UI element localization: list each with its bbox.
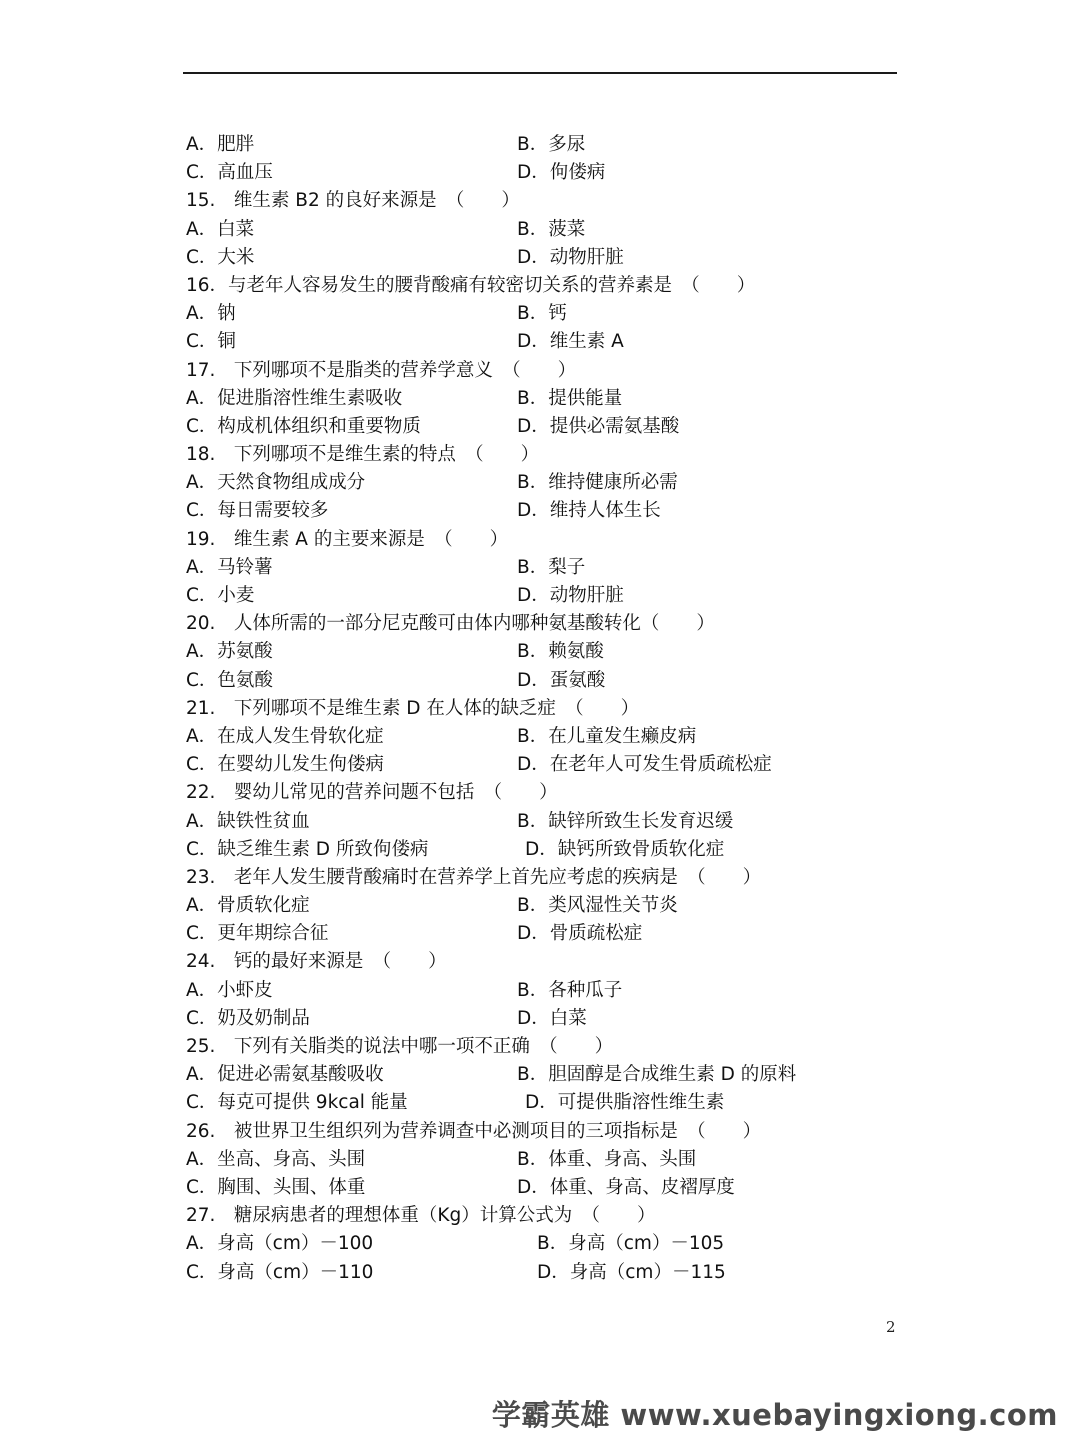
option-row [186, 216, 886, 244]
option-left: A．白菜 [186, 218, 255, 240]
option-right: B．菠菜 [517, 218, 586, 240]
option-left: C．大米 [186, 246, 255, 268]
option-row [186, 1005, 886, 1033]
option-right: D．佝偻病 [517, 162, 606, 184]
question-text: 20. 人体所需的一部分尼克酸可由体内哪种氨基酸转化（ ） [186, 613, 715, 635]
option-left: C．奶及奶制品 [186, 1007, 310, 1029]
option-row [186, 1061, 886, 1089]
option-right: B．类风湿性关节炎 [517, 895, 678, 917]
option-right: D．蛋氨酸 [517, 669, 606, 691]
option-row [186, 554, 886, 582]
option-left: C．铜 [186, 331, 236, 353]
question-stem [186, 779, 886, 807]
option-row [186, 1146, 886, 1174]
option-row [186, 638, 886, 666]
question-text: 23. 老年人发生腰背酸痛时在营养学上首先应考虑的疾病是 （ ） [186, 866, 762, 888]
option-row [186, 977, 886, 1005]
option-row [186, 328, 886, 356]
option-row [186, 751, 886, 779]
question-text: 17. 下列哪项不是脂类的营养学意义 （ ） [186, 359, 577, 381]
header-rule [183, 72, 897, 74]
option-row [186, 131, 886, 159]
option-right: B．赖氨酸 [517, 641, 604, 663]
option-right: B．多尿 [517, 134, 586, 155]
question-text: 19. 维生素 A 的主要来源是 （ ） [186, 528, 509, 550]
option-left: C．高血压 [186, 162, 273, 184]
option-left: C．缺乏维生素 D 所致佝偻病 [186, 838, 429, 860]
question-stem [186, 695, 886, 723]
option-row [186, 892, 886, 920]
option-right: B．钙 [517, 303, 567, 325]
option-row [186, 1259, 886, 1287]
option-row [186, 1230, 886, 1258]
option-left: A．在成人发生骨软化症 [186, 725, 384, 747]
question-text: 21. 下列哪项不是维生素 D 在人体的缺乏症 （ ） [186, 697, 640, 719]
option-left: C．身高（cm）－110 [186, 1261, 374, 1283]
option-row [186, 300, 886, 328]
option-left: C．每日需要较多 [186, 500, 329, 522]
option-right: D．骨质疏松症 [517, 923, 643, 945]
question-text: 27. 糖尿病患者的理想体重（Kg）计算公式为 （ ） [186, 1205, 656, 1227]
option-right: D．可提供脂溶性维生素 [525, 1092, 725, 1114]
option-right: B．梨子 [517, 556, 586, 578]
question-text: 22. 婴幼儿常见的营养问题不包括 （ ） [186, 782, 558, 804]
option-right: D．体重、身高、皮褶厚度 [517, 1176, 735, 1198]
question-text: 16．与老年人容易发生的腰背酸痛有较密切关系的营养素是 （ ） [186, 274, 756, 296]
question-text: 18. 下列哪项不是维生素的特点 （ ） [186, 444, 540, 466]
option-right: B．各种瓜子 [517, 979, 623, 1001]
question-stem [186, 357, 886, 385]
option-right: D．动物肝脏 [517, 246, 624, 268]
option-right: D．在老年人可发生骨质疏松症 [517, 754, 772, 776]
option-row [186, 413, 886, 441]
option-left: C．构成机体组织和重要物质 [186, 415, 421, 437]
option-right: B．体重、身高、头围 [517, 1148, 697, 1170]
option-row [186, 385, 886, 413]
option-row [186, 582, 886, 610]
option-row [186, 808, 886, 836]
option-right: D．动物肝脏 [517, 585, 624, 606]
watermark: 学霸英雄 www.xuebayingxiong.com [491, 1398, 1058, 1432]
option-left: C．在婴幼儿发生佝偻病 [186, 754, 384, 776]
option-left: A．马铃薯 [186, 556, 273, 578]
option-left: A．促进脂溶性维生素吸收 [186, 387, 403, 409]
option-right: B．胆固醇是合成维生素 D 的原料 [517, 1064, 797, 1086]
option-left: A．钠 [186, 303, 236, 325]
option-right: D．维生素 A [517, 331, 624, 353]
option-row [186, 497, 886, 525]
question-stem [186, 1118, 886, 1146]
option-right: B．维持健康所必需 [517, 472, 678, 494]
option-right: B．缺锌所致生长发育迟缓 [517, 810, 734, 832]
option-left: C．每克可提供 9kcal 能量 [186, 1092, 408, 1114]
question-text: 25. 下列有关脂类的说法中哪一项不正确 （ ） [186, 1036, 614, 1057]
question-stem [186, 610, 886, 638]
page-number: 2 [886, 1318, 896, 1336]
option-row [186, 667, 886, 695]
option-row [186, 836, 886, 864]
option-right: B．在儿童发生癞皮病 [517, 725, 697, 747]
option-left: A．缺铁性贫血 [186, 810, 310, 832]
question-stem [186, 1202, 886, 1230]
question-text: 15. 维生素 B2 的良好来源是 （ ） [186, 190, 520, 212]
question-stem [186, 864, 886, 892]
option-row [186, 469, 886, 497]
option-row [186, 159, 886, 187]
question-text: 24. 钙的最好来源是 （ ） [186, 951, 447, 973]
option-right: D．维持人体生长 [517, 500, 661, 522]
option-left: C．胸围、头围、体重 [186, 1176, 366, 1198]
option-right: B．身高（cm）－105 [537, 1233, 725, 1255]
question-stem [186, 187, 886, 215]
option-left: A．骨质软化症 [186, 895, 310, 917]
option-row [186, 1089, 886, 1117]
option-left: A．小虾皮 [186, 979, 273, 1001]
option-left: C．色氨酸 [186, 669, 273, 691]
question-stem [186, 526, 886, 554]
question-stem [186, 1033, 886, 1061]
option-right: D．提供必需氨基酸 [517, 415, 680, 437]
option-row [186, 244, 886, 272]
option-left: A．促进必需氨基酸吸收 [186, 1064, 384, 1086]
option-left: C．小麦 [186, 585, 255, 606]
option-right: D．白菜 [517, 1007, 587, 1029]
question-stem [186, 948, 886, 976]
option-right: B．提供能量 [517, 387, 623, 409]
option-left: A．苏氨酸 [186, 641, 273, 663]
question-text: 26. 被世界卫生组织列为营养调查中必测项目的三项指标是 （ ） [186, 1120, 762, 1142]
option-left: A．天然食物组成成分 [186, 472, 366, 494]
question-list [186, 131, 886, 1287]
option-right: D．身高（cm）－115 [537, 1261, 726, 1283]
option-left: A．身高（cm）－100 [186, 1233, 374, 1255]
option-row [186, 723, 886, 751]
question-stem [186, 441, 886, 469]
option-left: C．更年期综合征 [186, 923, 329, 945]
option-right: D．缺钙所致骨质软化症 [525, 838, 725, 860]
option-row [186, 920, 886, 948]
option-row [186, 1174, 886, 1202]
question-stem [186, 272, 886, 300]
option-left: A．肥胖 [186, 134, 255, 155]
option-left: A．坐高、身高、头围 [186, 1148, 366, 1170]
